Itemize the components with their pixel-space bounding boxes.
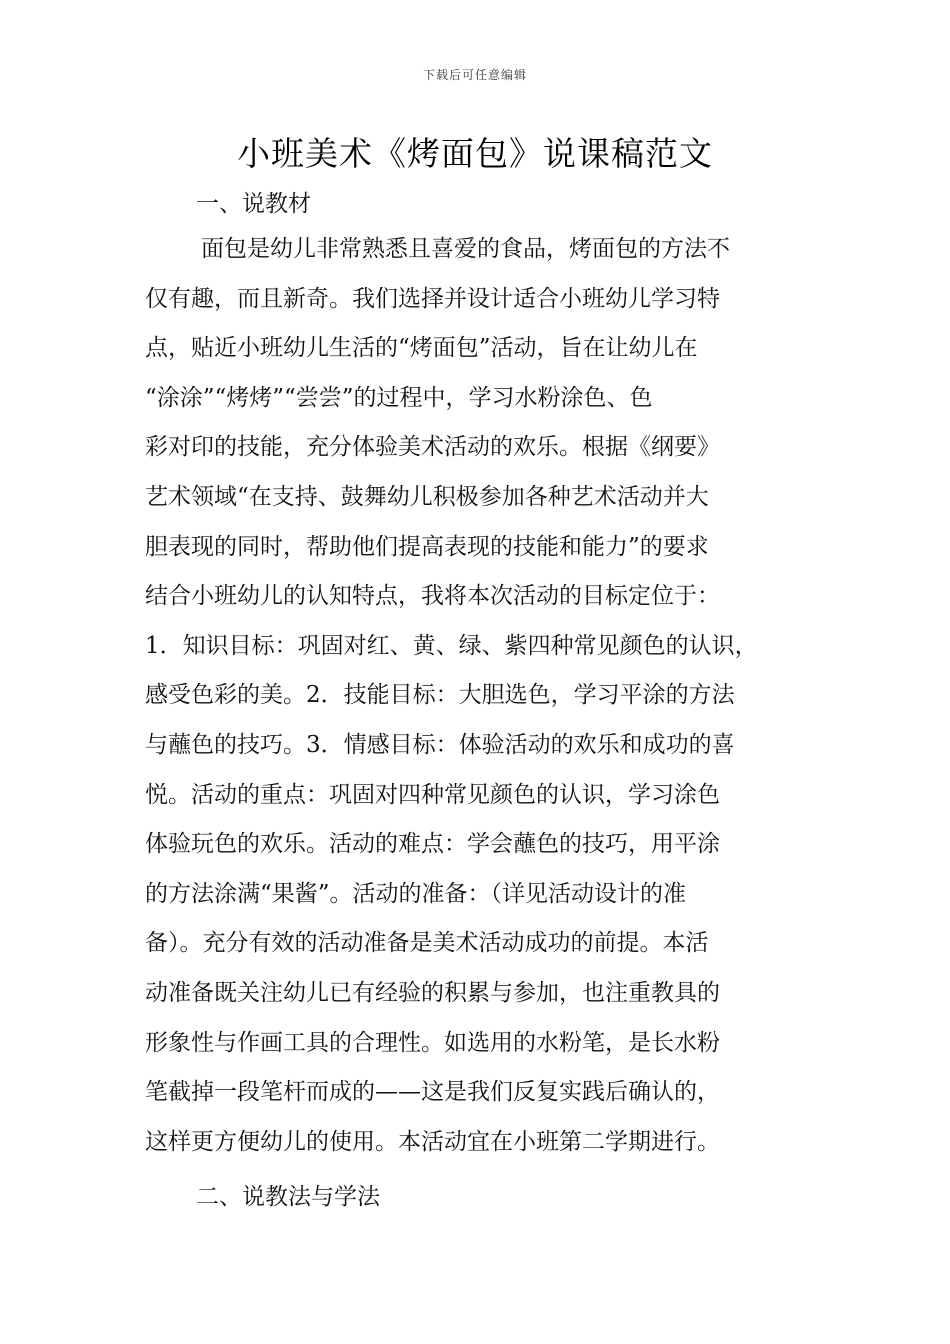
paragraph-line: 与蘸色的技巧。3．情感目标：体验活动的欢乐和成功的喜 — [145, 731, 735, 758]
paragraph-line: 结合小班幼儿的认知特点，我将本次活动的目标定位于： — [145, 583, 720, 610]
paragraph-line: 的方法涂满“果酱”。活动的准备：（详见活动设计的准 — [145, 880, 687, 907]
paragraph-line: 感受色彩的美。2．技能目标：大胆选色，学习平涂的方法 — [145, 682, 735, 709]
paragraph-line: 1．知识目标：巩固对红、黄、绿、紫四种常见颜色的认识， — [145, 632, 758, 659]
paragraph-line: 艺术领域“在支持、鼓舞幼儿积极参加各种艺术活动并大 — [145, 483, 709, 510]
header-note: 下载后可任意编辑 — [422, 68, 527, 82]
paragraph-line: 彩对印的技能，充分体验美术活动的欢乐。根据《纲要》 — [145, 434, 720, 461]
paragraph-line: 这样更方便幼儿的使用。本活动宜在小班第二学期进行。 — [145, 1128, 720, 1155]
section-heading-materials: 一、说教材 — [196, 191, 311, 217]
paragraph-line: 胆表现的同时，帮助他们提高表现的技能和能力”的要求 — [145, 533, 709, 560]
paragraph-line: 备）。充分有效的活动准备是美术活动成功的前提。本活 — [145, 930, 709, 957]
paragraph-line: “涂涂”“烤烤”“尝尝”的过程中，学习水粉涂色、色 — [145, 384, 653, 411]
paragraph-line: 面包是幼儿非常熟悉且喜爱的食品，烤面包的方法不 — [201, 236, 730, 262]
section-heading-methods: 二、说教法与学法 — [196, 1184, 380, 1210]
paragraph-line: 形象性与作画工具的合理性。如选用的水粉笔，是长水粉 — [145, 1029, 720, 1056]
paragraph-line: 动准备既关注幼儿已有经验的积累与参加，也注重教具的 — [145, 979, 720, 1006]
paragraph-line: 体验玩色的欢乐。活动的难点：学会蘸色的技巧，用平涂 — [145, 831, 720, 858]
document-title: 小班美术《烤面包》说课稿范文 — [237, 134, 713, 173]
paragraph-line: 点，贴近小班幼儿生活的“烤面包”活动，旨在让幼儿在 — [145, 335, 698, 362]
paragraph-line: 悦。活动的重点：巩固对四种常见颜色的认识，学习涂色 — [145, 781, 720, 808]
paragraph-line: 笔截掉一段笔杆而成的——这是我们反复实践后确认的， — [145, 1079, 720, 1106]
paragraph-line: 仅有趣，而且新奇。我们选择并设计适合小班幼儿学习特 — [145, 285, 720, 312]
body-paragraph — [145, 225, 805, 1167]
